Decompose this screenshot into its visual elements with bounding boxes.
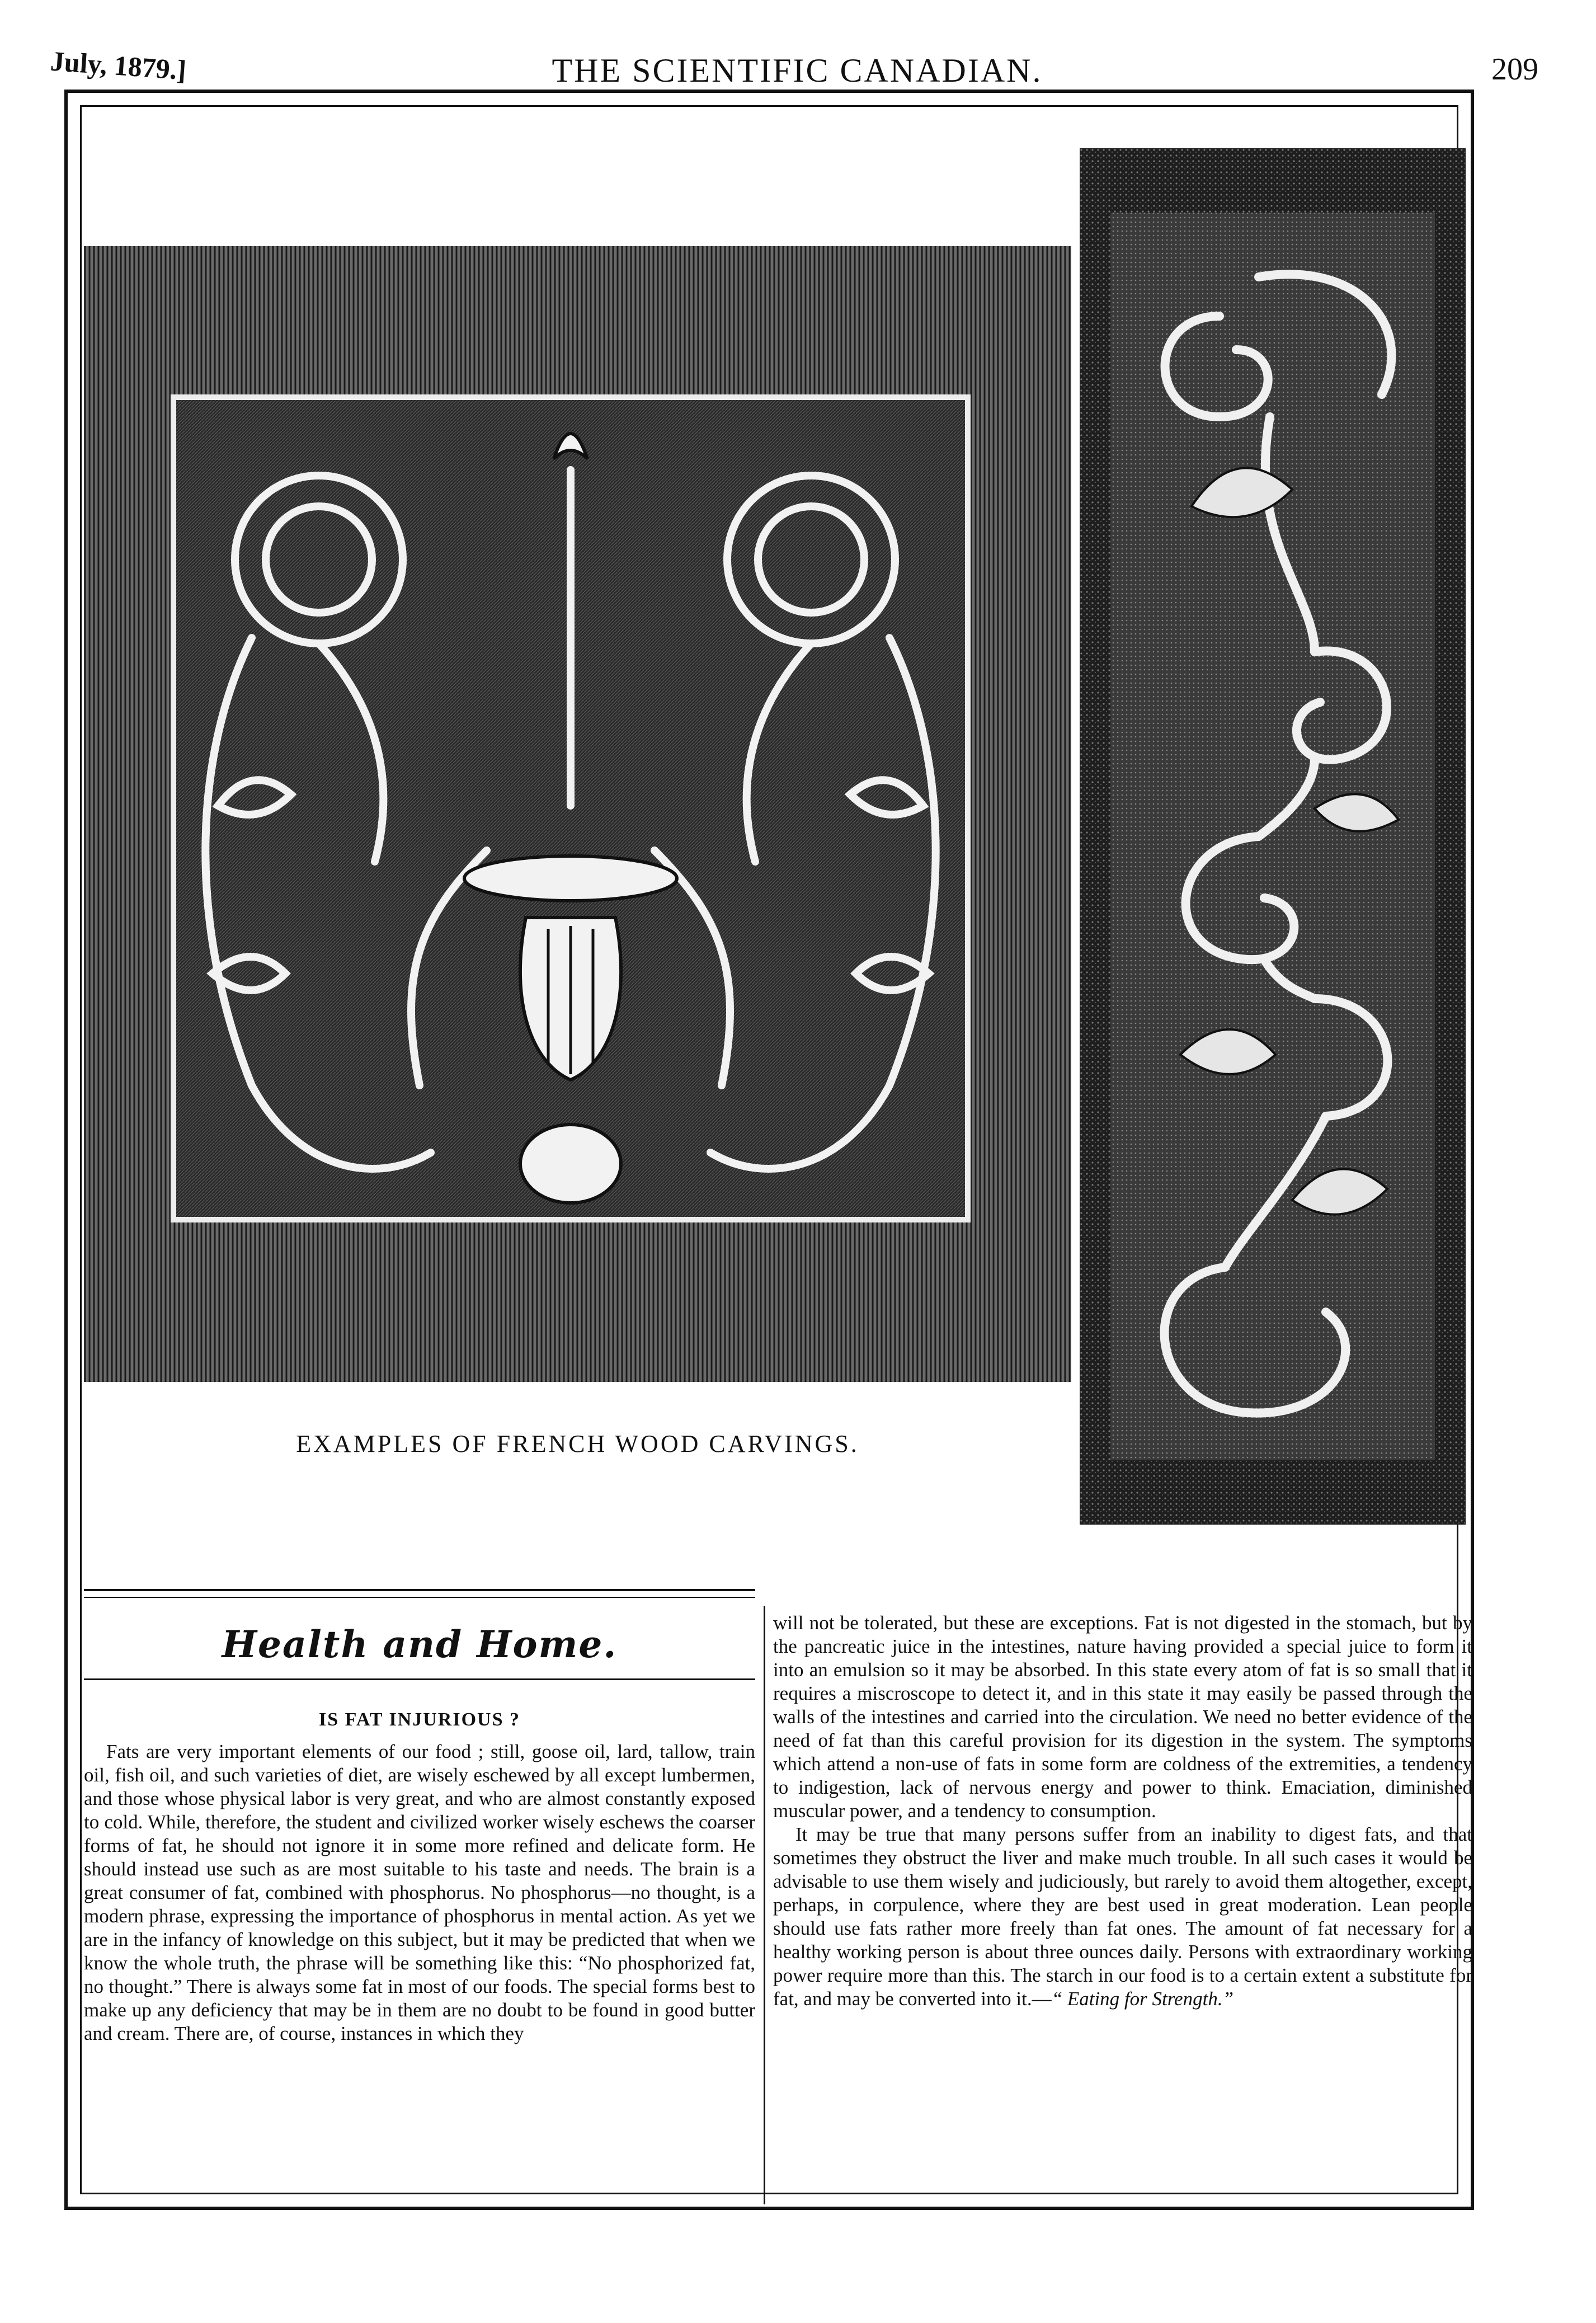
figure-caption: EXAMPLES OF FRENCH WOOD CARVINGS.: [296, 1430, 859, 1457]
section-top-rule: [84, 1589, 755, 1598]
article-paragraph: [773, 1823, 1472, 2011]
column-divider: [764, 1606, 765, 2204]
article-paragraph-text: It may be true that many persons suffer from an inability to digest fats, and that sometimes they obstruct the liver and make much trouble. In all such cases it would be advisable to use them wisely and judiciously, but rarely to avoid them altogether, except, perhaps, in corpulence, where they are best used in great moderation. Lean people should use fats rather more freely than fat ones. The amount of fat necessary for a healthy working person is about three ounces daily. Persons with extraordinary working power require more than this. The starch in our food is to a certain extent a substitute for fat, and may be converted into it.—: [773, 1823, 1472, 2010]
article-source-citation: “ Eating for Strength.”: [1051, 1988, 1234, 2010]
section-heading-rule: [84, 1678, 755, 1680]
article-body-right: [773, 1611, 1472, 2011]
article-paragraph: will not be tolerated, but these are exceptions. Fat is not digested in the stomach, but by the pancreatic juice in the intestines, nature having provided a special juice to form it into an emulsion so it may be absorbed. In this state every atom of fat is so small that it requires a miscroscope to detect it, and in this state it may easily be passed through the walls of the intestines and carried into the circulation. We need no better evidence of the need of fat than this careful provision for its digestion in the system. The symptoms which attend a non-use of fats in some form are coldness of the extremities, a tendency to indigestion, lack of nervous energy and power to think. Emaciation, diminished muscular power, and a tendency to consumption.: [773, 1612, 1472, 1822]
health-and-home-right-column: [773, 1611, 1472, 2204]
page-number: 209: [1491, 52, 1538, 87]
health-and-home-left-column: [84, 1589, 755, 2210]
publication-title: THE SCIENTIFIC CANADIAN.: [552, 52, 1043, 89]
issue-date: July, 1879.]: [49, 45, 187, 86]
section-heading: Health and Home.: [222, 1623, 618, 1666]
article-paragraph: Fats are very important elements of our food ; still, goose oil, lard, tallow, train oil, fish oil, and such varieties of diet, are wisely eschewed by all except lumbermen, and those whose physical labor is very great, and who are almost constantly exposed to cold. While, therefore, the student and civilized worker wisely eschews the coarser forms of fat, he should not ignore it in some more refined and delicate form. He should instead use such as are most suitable to his taste and needs. The brain is a great consumer of fat, combined with phosphorus. No phosphorus—no thought, is a modern phrase, expressing the importance of phosphorus in mental action. As yet we are in the infancy of knowledge on this subject, but it may be predicted that when we know the whole truth, the phrase will be something like this: “No phosphorized fat, no thought.” There is always some fat in most of our foods. The special forms best to make up any deficiency that may be in them are no doubt to be found in good butter and cream. There are, of course, instances in which they: [84, 1741, 755, 2044]
article-body-left: [84, 1740, 755, 2045]
wood-carving-panel-illustration: [84, 246, 1071, 1382]
article-title: IS FAT INJURIOUS ?: [318, 1709, 520, 1730]
wood-carving-frieze-illustration: [1080, 148, 1466, 1525]
